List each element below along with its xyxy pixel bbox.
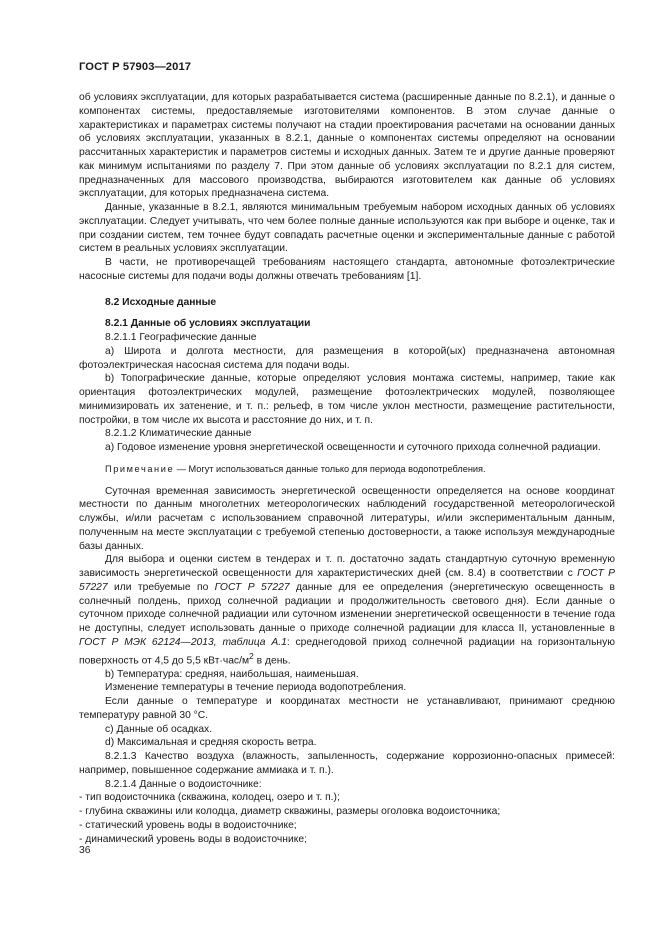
- dash-list-item: - тип водоисточника (скважина, колодец, озеро и т. п.);: [79, 792, 340, 804]
- text-run: : среднегодовой приход солнечной радиации на горизонтальную поверхность от 4,5 до 5,5 кВт·час/м: [79, 636, 615, 666]
- dash-list-item: - глубина скважины или колодца, диаметр скважины, размеры оголовка водоисточника;: [79, 806, 501, 818]
- paragraph: [79, 553, 615, 667]
- dash-list-item: - статический уровень воды в водоисточнике;: [79, 819, 297, 831]
- text-run: данные для ее определения (энергетическую освещенность в солнечный полдень, приход солнечной радиации и продолжительность светового дня). Если данные о суточном приходе солнечной радиации или суточном изменении энергетической освещенности в течение года не доступны, следует использовать данные о приходе солнечной радиации для класса II, установленные в: [79, 581, 615, 634]
- note-text: — Могут использоваться данные только для периода водопотребления.: [174, 463, 486, 474]
- paragraph: об условиях эксплуатации, для которых разрабатывается система (расширенные данные по 8.2.1), и данные о компонентах системы, предоставляемые изготовителями компонентов. В этом случае данные о характеристиках и параметрах системы получают на стадии проектирования расчетами на основании данных об условиях эксплуатации, указанных в 8.2.1, данные о компонентах системы определяют на основании рассчитанных характеристик и параметров системы и исходных данных. Затем те и другие данные проверяют как минимум испытаниями по разделу 7. При этом данные об условиях эксплуатации по 8.2.1 для систем, предназначенных для массового производства, выбираются изготовителем как данные об условиях эксплуатации, для которых предназначена система.: [79, 92, 615, 200]
- paragraph: Данные, указанные в 8.2.1, являются минимальным требуемым набором исходных данных об условиях эксплуатации. Следует учитывать, что чем более полные данные используются как при выборе и оценке, так и при создании систем, тем точнее будут совпадать расчетные оценки и экспериментальные данные с работой систем в реальных условиях эксплуатации.: [79, 202, 615, 255]
- clause-8-2-1-2: 8.2.1.2 Климатические данные: [105, 428, 252, 440]
- list-item-b: b) Топографические данные, которые определяют условия монтажа системы, например, такие как ориентация фотоэлектрических модулей, размещение фотоэлектрических модулей, позволяющее минимизировать их затенение, и т. п.: рельеф, в том числе уклон местности, размещение растительности, постройки, в том числе их высота и расстояние до них, и т. п.: [79, 373, 615, 426]
- clause-8-2-1-3: 8.2.1.3 Качество воздуха (влажность, запыленность, содержание коррозионно-опасных примесей: например, повышенное содержание аммиака и т. п.).: [79, 751, 615, 776]
- list-item-b: b) Температура: средняя, наибольшая, наименьшая.: [105, 668, 359, 680]
- page-number: 36: [79, 845, 91, 856]
- list-item-c: с) Данные об осадках.: [105, 723, 213, 735]
- note: [79, 463, 615, 477]
- standard-reference: ГОСТ Р МЭК 62124—2013, таблица А.1: [79, 636, 287, 648]
- standard-code-header: ГОСТ Р 57903—2017: [79, 61, 192, 73]
- list-item-a: а) Годовое изменение уровня энергетической освещенности и суточного прихода солнечной радиации.: [105, 442, 601, 453]
- note-label: Примечание: [105, 463, 175, 474]
- clause-8-2-1-4: 8.2.1.4 Данные о водоисточнике:: [105, 778, 262, 790]
- text-run: или требуемые по: [107, 581, 215, 593]
- text-run: Для выбора и оценки систем в тендерах и т. п. достаточно задать стандартную суточную временную зависимость энергетической освещенности для характеристических дней (см. 8.4) в соответствии с: [79, 554, 615, 579]
- paragraph: Суточная временная зависимость энергетической освещенности определяется на основе координат местности по данным многолетних метеорологических наблюдений государственной метеорологической службы, и/или расчетам с использованием справочной литературы, и/или экспериментальным данным, полученным на месте эксплуатации с требуемой степенью достоверности, а также используя международные базы данных.: [79, 485, 615, 552]
- list-item-a: а) Широта и долгота местности, для размещения в которой(ых) предназначена автономная фотоэлектрическая насосная система для подачи воды.: [79, 345, 615, 371]
- standard-reference: ГОСТ Р 57227: [79, 568, 615, 593]
- superscript: 2: [249, 650, 254, 661]
- clause-8-2-1-1: 8.2.1.1 Географические данные: [105, 332, 257, 343]
- text-run: в день.: [253, 654, 291, 666]
- paragraph: Изменение температуры в течение периода водопотребления.: [105, 682, 407, 694]
- dash-list-item: - динамический уровень воды в водоисточнике;: [79, 833, 307, 845]
- standard-reference: ГОСТ Р 57227: [214, 581, 290, 593]
- section-heading-8-2: 8.2 Исходные данные: [105, 296, 217, 308]
- subsection-heading-8-2-1: 8.2.1 Данные об условиях эксплуатации: [105, 318, 311, 330]
- list-item-d: d) Максимальная и средняя скорость ветра.: [105, 737, 317, 749]
- document-body: [79, 91, 615, 846]
- paragraph: В части, не противоречащей требованиям настоящего стандарта, автономные фотоэлектрические насосные системы для подачи воды должны отвечать требованиям [1].: [79, 257, 615, 282]
- paragraph: Если данные о температуре и координатах местности не устанавливают, принимают среднюю температуру равной 30 °С.: [79, 696, 615, 721]
